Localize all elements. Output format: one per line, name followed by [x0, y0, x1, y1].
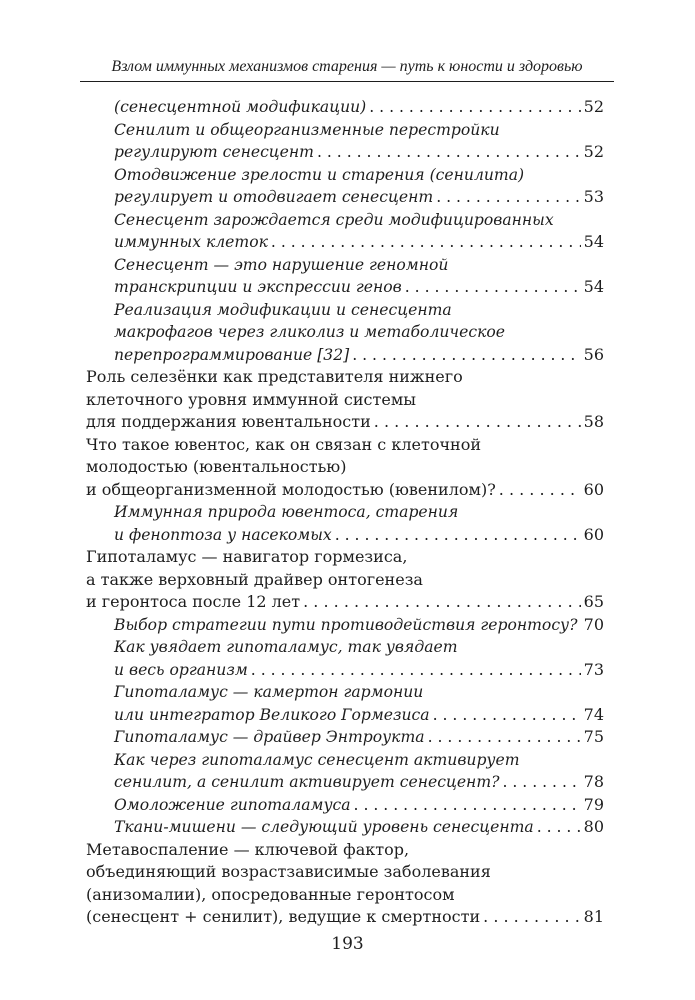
toc-entry-line: Реализация модификации и сенесцента — [114, 300, 452, 319]
toc-entry-title: иммунных клеток — [114, 233, 268, 251]
dot-leader — [502, 771, 580, 794]
dot-leader — [483, 906, 581, 929]
toc-entry — [86, 96, 604, 119]
toc-entry-title: Выбор стратегии пути противодействия геронтосу? — [114, 615, 578, 634]
dot-leader — [335, 524, 581, 547]
toc-entry-line — [86, 96, 604, 119]
toc-entry-line — [86, 771, 604, 794]
toc-entry-line — [86, 614, 604, 637]
toc-entry-line — [86, 659, 604, 682]
toc-entry-line: макрофагов через гликолиз и метаболическое — [114, 323, 506, 341]
toc-entry-line: Как через гипоталамус сенесцент активирует — [114, 750, 520, 769]
toc-entry-line — [86, 411, 604, 434]
toc-page-number: 65 — [583, 592, 604, 611]
toc-page-number: 70 — [583, 614, 604, 634]
dot-leader — [428, 726, 581, 749]
dot-leader — [303, 591, 581, 614]
toc-entry-title: сенилит, а сенилит активирует сенесцент? — [114, 773, 500, 791]
toc-page-number: 80 — [583, 817, 604, 836]
toc-entry-title: и геронтоса после 12 лет — [86, 592, 301, 611]
toc-entry — [86, 681, 604, 726]
toc-entry — [86, 636, 604, 681]
toc-page-number: 81 — [583, 907, 604, 926]
toc-page-number: 52 — [583, 142, 604, 161]
toc-page-number: 58 — [583, 412, 604, 431]
toc-entry-line — [86, 479, 604, 502]
running-header: Взлом иммунных механизмов старения — путь к юности и здоровью — [111, 58, 583, 75]
dot-leader — [436, 186, 580, 209]
toc-entry-line: Метавоспаление — ключевой фактор, — [86, 839, 410, 859]
toc-entry-title: (сенесцентной модификации) — [114, 98, 367, 116]
dot-leader — [352, 344, 580, 367]
toc-entry-title: и весь организм — [114, 660, 248, 679]
dot-leader — [499, 479, 581, 502]
toc-page-number: 73 — [583, 659, 604, 679]
dot-leader — [369, 96, 580, 119]
toc-entry — [86, 299, 604, 367]
dot-leader — [405, 276, 581, 299]
toc-entry-title: Ткани-мишени — следующий уровень сенесцента — [114, 818, 534, 836]
toc-entry-title: перепрограммирование [32] — [114, 345, 350, 364]
toc-entry-line: Что такое ювентос, как он связан с клеточной — [86, 434, 481, 454]
toc-entry — [86, 839, 604, 929]
toc-page-number: 79 — [583, 794, 604, 814]
toc-entry-line: объединяющий возрастзависимые заболевания — [86, 862, 491, 881]
toc-entry-title: для поддержания ювентальности — [86, 412, 371, 431]
toc-entry-line — [86, 186, 604, 209]
toc-entry-line: клеточного уровня иммунной системы — [86, 389, 416, 409]
toc-entry-line — [86, 704, 604, 727]
toc-page-number: 78 — [583, 772, 604, 791]
toc-entry-line — [86, 591, 604, 614]
toc-entry-line — [86, 906, 604, 929]
toc-entry — [86, 434, 604, 502]
toc-entry-line — [86, 816, 604, 839]
toc-entry-line — [86, 231, 604, 254]
toc-entry-title: Омоложение гипоталамуса — [114, 795, 351, 814]
toc-entry-title: и феноптоза у насекомых — [114, 525, 332, 544]
toc-entry — [86, 726, 604, 749]
toc-entry — [86, 164, 604, 209]
toc-entry — [86, 366, 604, 434]
table-of-contents — [86, 96, 604, 929]
toc-entry-line — [86, 141, 604, 164]
toc-entry-line: Иммунная природа ювентоса, старения — [114, 503, 459, 521]
toc-page-number: 54 — [583, 232, 604, 251]
toc-entry-line — [86, 794, 604, 817]
toc-page-number: 74 — [583, 704, 604, 724]
toc-entry-title: или интегратор Великого Гормезиса — [114, 705, 430, 724]
toc-entry-line: молодостью (ювентальностью) — [86, 457, 347, 476]
toc-entry — [86, 546, 604, 614]
toc-page-number: 52 — [583, 97, 604, 116]
toc-entry-line: (анизомалии), опосредованные геронтосом — [86, 884, 455, 904]
dot-leader — [537, 816, 581, 839]
toc-page-number: 53 — [583, 187, 604, 206]
toc-entry — [86, 816, 604, 839]
dot-leader — [354, 794, 581, 817]
toc-page-number: 54 — [583, 277, 604, 296]
toc-entry-line: Отодвижение зрелости и старения (сенилита) — [114, 165, 525, 184]
toc-entry-line: Роль селезёнки как представителя нижнего — [86, 367, 463, 386]
toc-entry-title: транскрипции и экспрессии генов — [114, 278, 402, 296]
toc-entry — [86, 254, 604, 299]
toc-entry — [86, 749, 604, 794]
toc-entry — [86, 614, 604, 637]
toc-entry-line — [86, 726, 604, 749]
toc-entry-line: Гипоталамус — камертон гармонии — [114, 683, 424, 701]
toc-entry-title: и общеорганизменной молодостью (ювенилом)? — [86, 479, 496, 499]
toc-entry-line: Сенесцент зарождается среди модифицированных — [114, 210, 554, 229]
toc-entry-line — [86, 344, 604, 367]
toc-entry-title: (сенесцент + сенилит), ведущие к смертности — [86, 907, 481, 926]
dot-leader — [317, 141, 581, 164]
toc-entry-title: регулируют сенесцент — [114, 143, 314, 161]
page-number: 193 — [331, 934, 364, 954]
toc-entry-title: регулирует и отодвигает сенесцент — [114, 188, 434, 206]
toc-entry — [86, 794, 604, 817]
toc-page-number: 56 — [583, 344, 604, 364]
toc-entry-line: а также верховный драйвер онтогенеза — [86, 569, 423, 589]
toc-entry — [86, 119, 604, 164]
toc-entry-line: Сенилит и общеорганизменные перестройки — [114, 120, 500, 139]
dot-leader — [251, 659, 581, 682]
toc-entry-line: Гипоталамус — навигатор гормезиса, — [86, 547, 408, 566]
toc-entry-line — [86, 524, 604, 547]
toc-entry-title: Гипоталамус — драйвер Энтроукта — [114, 728, 425, 746]
toc-entry — [86, 209, 604, 254]
dot-leader — [271, 231, 581, 254]
dot-leader — [374, 411, 581, 434]
header-rule — [80, 81, 614, 82]
toc-entry-line — [86, 276, 604, 299]
dot-leader — [433, 704, 581, 727]
toc-page-number: 60 — [583, 479, 604, 499]
toc-entry-line: Как увядает гипоталамус, так увядает — [114, 638, 458, 656]
toc-entry — [86, 501, 604, 546]
toc-entry-line: Сенесцент — это нарушение геномной — [114, 255, 449, 274]
toc-page-number: 60 — [583, 524, 604, 544]
toc-page-number: 75 — [583, 727, 604, 746]
